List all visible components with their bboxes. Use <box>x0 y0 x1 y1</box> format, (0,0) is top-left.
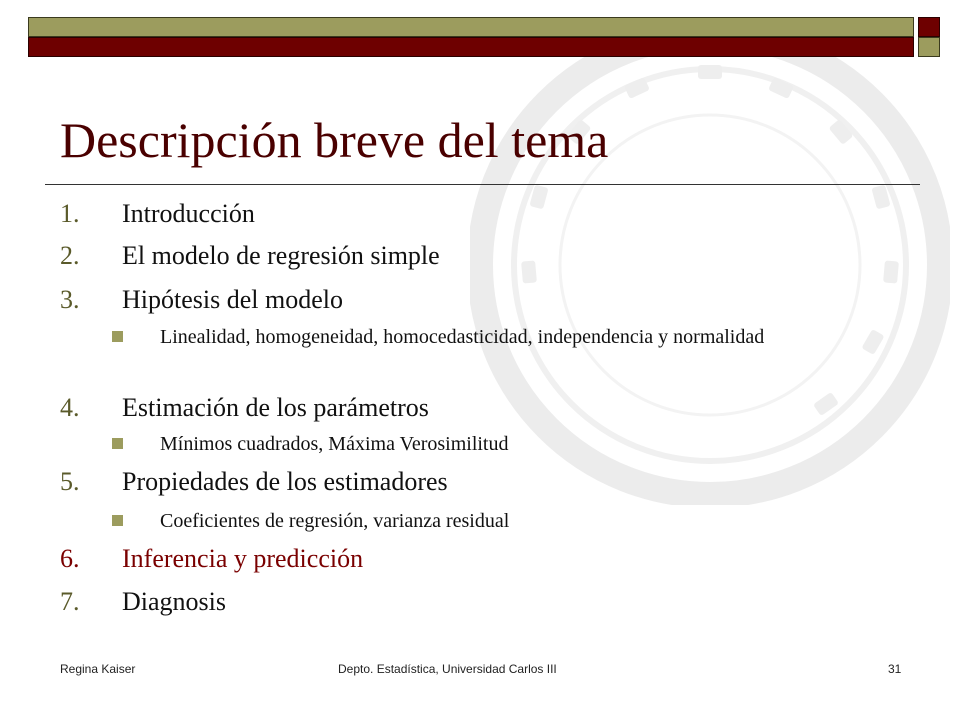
square-bullet-icon <box>112 515 123 526</box>
outline-item-label: El modelo de regresión simple <box>122 241 440 270</box>
outline-item-number: 1. <box>60 199 80 228</box>
outline-item-label: Inferencia y predicción <box>122 544 364 573</box>
footer-author: Regina Kaiser <box>60 662 136 676</box>
outline-item-label: Propiedades de los estimadores <box>122 467 448 496</box>
outline-item-label: Hipótesis del modelo <box>122 285 343 314</box>
outline-item-number: 3. <box>60 285 80 314</box>
outline-subitem-estimacion <box>112 432 852 458</box>
outline-subitem-hipotesis <box>112 325 852 375</box>
outline-subitem-label: Coeficientes de regresión, varianza residual <box>160 510 510 532</box>
square-bullet-icon <box>112 331 123 342</box>
outline-subitem-label: Mínimos cuadrados, Máxima Verosimilitud <box>160 433 509 455</box>
outline-item-number: 6. <box>60 544 80 573</box>
outline-item-number: 7. <box>60 587 80 616</box>
outline-item-number: 5. <box>60 467 80 496</box>
outline-item-label: Introducción <box>122 199 255 228</box>
footer-page-number: 31 <box>888 662 902 676</box>
slide-title: Descripción breve del tema <box>60 112 609 168</box>
outline-item-number: 2. <box>60 241 80 270</box>
square-bullet-icon <box>112 438 123 449</box>
outline-item-label: Diagnosis <box>122 587 226 616</box>
footer-department: Depto. Estadística, Universidad Carlos III <box>338 662 557 676</box>
outline-item-number: 4. <box>60 393 80 422</box>
outline-subitem-propiedades <box>112 509 852 535</box>
outline-subitem-label: Linealidad, homogeneidad, homocedasticidad, independencia y normalidad <box>160 326 765 348</box>
outline-item-label: Estimación de los parámetros <box>122 393 429 422</box>
